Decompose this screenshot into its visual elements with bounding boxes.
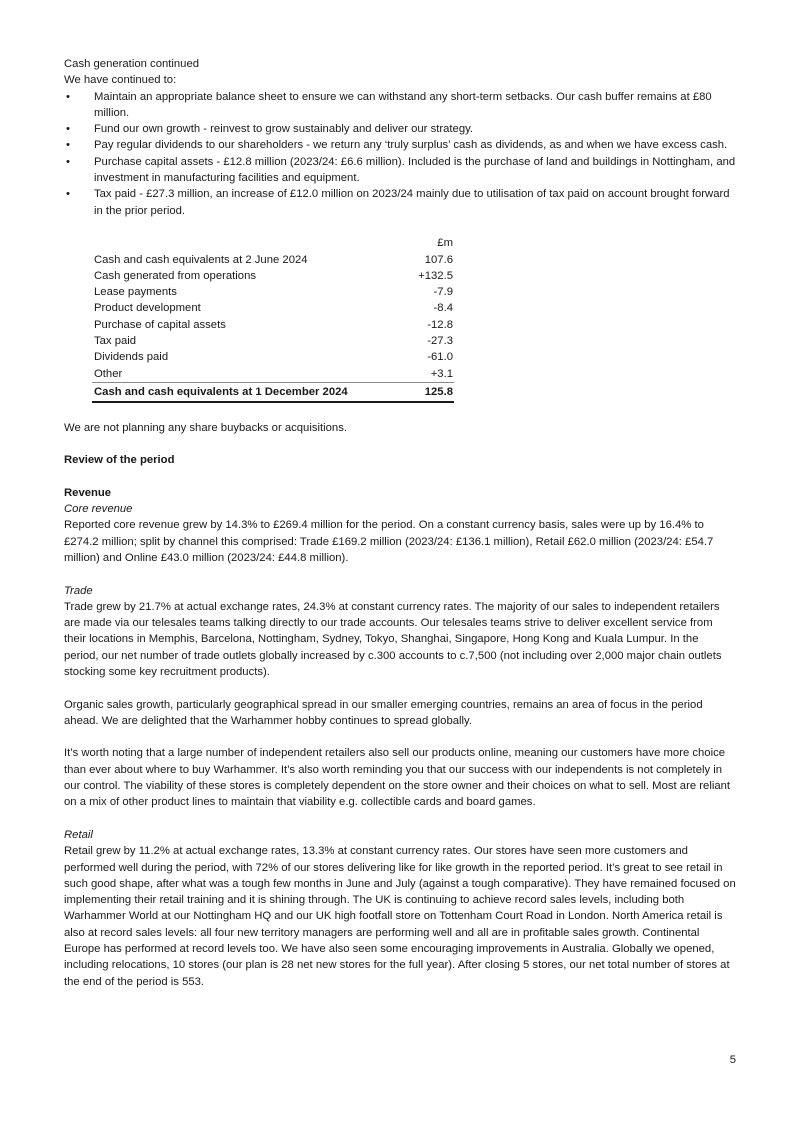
revenue-heading: Revenue <box>64 486 112 499</box>
page-content <box>64 56 736 990</box>
row-label: Cash and cash equivalents at 2 June 2024 <box>94 253 308 266</box>
table-row <box>92 333 454 349</box>
table-row <box>92 300 454 316</box>
table-row <box>92 349 454 365</box>
row-value: -61.0 <box>427 351 453 364</box>
bullet-icon: • <box>66 155 70 168</box>
table-row <box>92 284 454 300</box>
table-row <box>92 317 454 333</box>
section-heading-review: Review of the period <box>64 454 175 467</box>
trade-subheading: Trade <box>64 584 93 597</box>
row-label: Dividends paid <box>94 351 169 364</box>
list-item-text: Purchase capital assets - £12.8 million (2023/24: £6.6 million). Included is the purchase of land and buildings in Nottingham, and investment in manufacturing facilities and equipment. <box>94 155 736 185</box>
list-item <box>64 137 736 153</box>
table-row <box>92 252 454 268</box>
row-value: -12.8 <box>427 318 453 331</box>
row-label: Cash generated from operations <box>94 269 257 282</box>
row-value: -7.9 <box>433 286 453 299</box>
list-item-text: Fund our own growth - reinvest to grow sustainably and deliver our strategy. <box>94 123 474 136</box>
trade-paragraph-2: Organic sales growth, particularly geographical spread in our smaller emerging countries, remains an area of focus in the period ahead. We are delighted that the Warhammer hobby continues to spread globally. <box>64 698 703 727</box>
bullet-icon: • <box>66 188 70 201</box>
row-value: +3.1 <box>430 367 453 380</box>
row-value: +132.5 <box>418 269 453 282</box>
core-revenue-paragraph: Reported core revenue grew by 14.3% to £269.4 million for the period. On a constant currency basis, sales were up by 16.4% to £274.2 million; split by channel this comprised: Trade £169.2 million (2023/24: £136.1 million), Retail £62.0 million (2023/24: £54.7 million) and Online £43.0 million (2023/24: £44.8 million). <box>64 519 714 564</box>
cash-generation-bullet-list <box>64 89 736 219</box>
cash-flow-table-wrapper <box>92 235 454 403</box>
trade-paragraph-1: Trade grew by 21.7% at actual exchange rates, 24.3% at constant currency rates. The majority of our sales to independent retailers are made via our telesales teams talking directly to our trade accounts. Our telesales teams strive to deliver excellent service from their locations in Memphis, Barcelona, Nottingham, Sydney, Tokyo, Shanghai, Singapore, Hong Kong and Kuala Lumpur. In the period, our net number of trade outlets globally increased by c.300 accounts to c.7,500 (not including over 2,000 major chain outlets stocking some key recruitment products). <box>64 600 722 678</box>
row-label: Product development <box>94 302 201 315</box>
row-label: Other <box>94 367 123 380</box>
retail-subheading: Retail <box>64 828 93 841</box>
row-label: Tax paid <box>94 335 137 348</box>
row-value: -27.3 <box>427 335 453 348</box>
list-item <box>64 89 736 122</box>
bullet-icon: • <box>66 90 70 103</box>
spacer <box>64 403 736 419</box>
list-item <box>64 186 736 219</box>
table-row <box>92 366 454 383</box>
table-header-blank <box>92 235 409 251</box>
cash-flow-table <box>92 235 454 403</box>
list-item <box>64 121 736 137</box>
table-total-row <box>92 382 454 402</box>
buyback-note: We are not planning any share buybacks or acquisitions. <box>64 421 348 434</box>
row-label: Lease payments <box>94 286 177 299</box>
row-label: Purchase of capital assets <box>94 318 226 331</box>
table-header-unit: £m <box>437 237 453 250</box>
page-heading: Cash generation continued <box>64 58 200 70</box>
core-revenue-subheading: Core revenue <box>64 503 133 516</box>
retail-paragraph-1: Retail grew by 11.2% at actual exchange rates, 13.3% at constant currency rates. Our stores have seen more customers and performed well during the period, with 72% of our stores delivering like for like growth in the reported period. It’s great to see retail in such good shape, after what was a tough few months in June and July (against a tough comparative). They have remained focused on implementing their retail training and it is shining through. The UK is continuing to achieve record sales levels, including both Warhammer World at our Nottingham HQ and our UK high footfall store on Tottenham Court Road in London. North America retail is also at record sales levels: all four new territory managers are performing well and all are in profitable sales growth. Continental Europe has performed at record levels too. We have also seen some encouraging improvements in Australia. Globally we opened, including relocations, 10 stores (our plan is 28 net new stores for the full year). After closing 5 stores, our net total number of stores at the end of the period is 553. <box>64 845 736 988</box>
page-number: 5 <box>729 1054 736 1066</box>
total-value: 125.8 <box>409 382 454 402</box>
intro-text: We have continued to: <box>64 74 177 87</box>
bullet-icon: • <box>66 123 70 136</box>
list-item-text: Maintain an appropriate balance sheet to ensure we can withstand any short-term setbacks. Our cash buffer remains at £80 million. <box>94 90 712 119</box>
total-label: Cash and cash equivalents at 1 December 2024 <box>92 382 409 402</box>
bullet-icon: • <box>66 139 70 152</box>
table-row <box>92 268 454 284</box>
row-value: -8.4 <box>433 302 453 315</box>
row-value: 107.6 <box>424 253 453 266</box>
list-item-text: Pay regular dividends to our shareholders - we return any ‘truly surplus’ cash as dividends, as and when we have excess cash. <box>94 139 728 152</box>
list-item-text: Tax paid - £27.3 million, an increase of £12.0 million on 2023/24 mainly due to utilisation of tax paid on account brought forward in the prior period. <box>94 188 730 217</box>
table-header-row <box>92 235 454 251</box>
trade-paragraph-3: It’s worth noting that a large number of independent retailers also sell our products online, meaning our customers have more choice than ever about where to buy Warhammer. It’s also worth reminding you that our success with our independents is not completely in our control. The viability of these stores is completely dependent on the store owner and their choices on what to sell. Most are reliant on a mix of other product lines to maintain that viability e.g. collectible cards and board games. <box>64 747 731 809</box>
list-item <box>64 154 736 187</box>
